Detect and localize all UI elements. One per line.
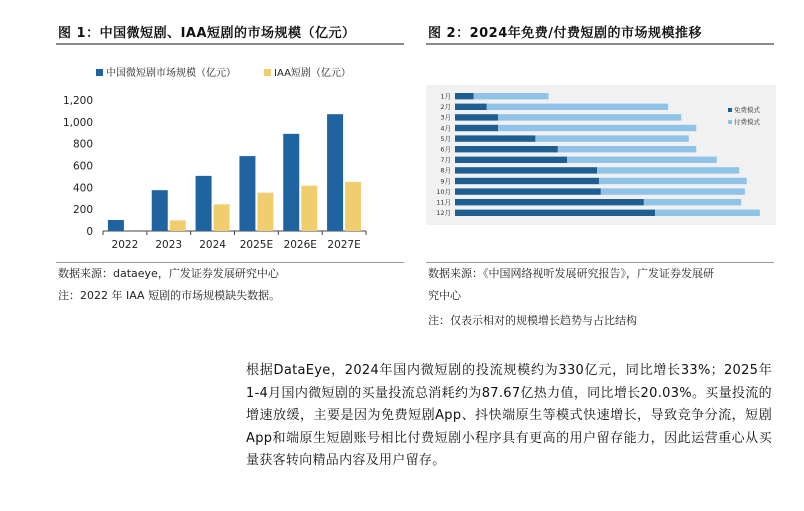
bar-iaa-2026E xyxy=(301,186,317,231)
legend-label-2: IAA短剧（亿元） xyxy=(274,68,351,79)
body-paragraph: 根据DataEye，2024年国内微短剧的投流规模约为330亿元，同比增长33%；2025年1-4月国内微短剧的买量投流总消耗约为87.67亿热力值，同比增长20.03%。买量投流的增速放缓，主要是因为免费短剧App、抖快端原生等模式快速增长，导致竞争分流，短剧App和端原生短剧账号相比付费短剧小程序具有更高的用户留存能力，因此运营重心从买量获客转向精品内容及用户留存。 xyxy=(246,363,772,468)
month-label: 8月 xyxy=(440,166,451,175)
x-tick-label: 2027E xyxy=(327,239,361,251)
month-label: 6月 xyxy=(440,145,451,154)
bar-free-7月 xyxy=(455,157,567,163)
bar-iaa-2025E xyxy=(257,193,273,231)
bar-iaa-2027E xyxy=(345,182,361,231)
bar-micro-drama-2024 xyxy=(196,176,212,231)
bar-free-10月 xyxy=(455,188,601,194)
y-tick-label: 600 xyxy=(72,160,93,173)
bar-free-3月 xyxy=(455,114,498,120)
bar-paid-9月 xyxy=(599,178,747,184)
figure1-source: 数据来源：dataeye，广发证券发展研究中心 xyxy=(58,267,279,280)
bar-paid-7月 xyxy=(567,157,717,163)
figure1-note: 注：2022 年 IAA 短剧的市场规模缺失数据。 xyxy=(58,289,281,302)
figure2-top-rule xyxy=(426,43,774,45)
month-label: 10月 xyxy=(436,187,451,196)
x-tick-label: 2024 xyxy=(199,239,226,251)
month-label: 12月 xyxy=(436,209,451,218)
bar-paid-12月 xyxy=(655,210,760,216)
bar-free-9月 xyxy=(455,178,599,184)
bar-free-8月 xyxy=(455,167,597,173)
chart2-legend-swatch-1 xyxy=(728,108,732,112)
legend-swatch-1 xyxy=(96,69,103,76)
bar-iaa-2024 xyxy=(214,204,230,231)
bar-iaa-2023 xyxy=(170,220,186,231)
bar-micro-drama-2026E xyxy=(283,134,299,231)
bar-paid-6月 xyxy=(558,146,696,152)
month-label: 7月 xyxy=(440,156,451,165)
legend-swatch-2 xyxy=(264,69,271,76)
figure1-bottom-rule xyxy=(56,262,404,263)
bar-free-5月 xyxy=(455,135,535,141)
chart2-legend-label-1: 免费模式 xyxy=(734,106,760,114)
y-tick-label: 400 xyxy=(72,182,93,195)
bar-paid-1月 xyxy=(474,93,549,99)
bar-free-12月 xyxy=(455,210,655,216)
month-label: 11月 xyxy=(436,198,451,207)
chart2-legend-label-2: 付费模式 xyxy=(734,118,760,126)
month-label: 2月 xyxy=(440,103,451,112)
bar-free-1月 xyxy=(455,93,474,99)
bar-paid-8月 xyxy=(597,167,739,173)
bar-free-4月 xyxy=(455,125,498,131)
bar-free-11月 xyxy=(455,199,644,205)
bar-paid-3月 xyxy=(498,114,681,120)
free-paid-stacked-chart xyxy=(426,85,776,225)
bar-micro-drama-2027E xyxy=(327,114,343,231)
chart2-legend-swatch-2 xyxy=(728,120,732,124)
legend-label-1: 中国微短剧市场规模（亿元） xyxy=(106,68,236,79)
figure2-title: 图 2：2024年免费/付费短剧的市场规模推移 xyxy=(428,26,703,41)
x-tick-label: 2025E xyxy=(239,239,274,251)
month-label: 3月 xyxy=(440,113,451,122)
bar-free-2月 xyxy=(455,104,487,110)
figure2-source-line1: 数据来源：《中国网络视听发展研究报告》，广发证券发展研 xyxy=(428,267,714,280)
bar-micro-drama-2023 xyxy=(152,190,168,231)
bar-paid-11月 xyxy=(644,199,741,205)
y-tick-label: 1,200 xyxy=(62,95,93,107)
y-tick-label: 1,000 xyxy=(62,116,93,129)
x-tick-label: 2023 xyxy=(155,239,183,251)
bar-paid-2月 xyxy=(487,104,668,110)
month-label: 1月 xyxy=(440,92,451,101)
y-tick-label: 0 xyxy=(86,226,93,238)
figure2-note: 注：仅表示相对的规模增长趋势与占比结构 xyxy=(428,314,637,327)
bar-micro-drama-2025E xyxy=(239,156,255,231)
figure2-bottom-rule xyxy=(426,262,774,263)
month-label: 9月 xyxy=(440,177,451,186)
month-label: 5月 xyxy=(440,134,451,143)
y-tick-label: 800 xyxy=(72,138,93,151)
month-label: 4月 xyxy=(440,124,451,133)
bar-paid-5月 xyxy=(535,135,688,141)
x-tick-label: 2026E xyxy=(283,239,317,251)
figure1-title: 图 1：中国微短剧、IAA短剧的市场规模（亿元） xyxy=(58,26,356,41)
market-size-bar-chart xyxy=(56,50,406,260)
x-tick-label: 2022 xyxy=(111,239,139,251)
figure1-top-rule xyxy=(56,43,404,45)
bar-paid-10月 xyxy=(601,188,745,194)
y-tick-label: 200 xyxy=(72,204,93,217)
figure2-source-line2: 究中心 xyxy=(428,289,461,302)
bar-free-6月 xyxy=(455,146,558,152)
bar-micro-drama-2022 xyxy=(108,220,124,231)
bar-paid-4月 xyxy=(498,125,696,131)
